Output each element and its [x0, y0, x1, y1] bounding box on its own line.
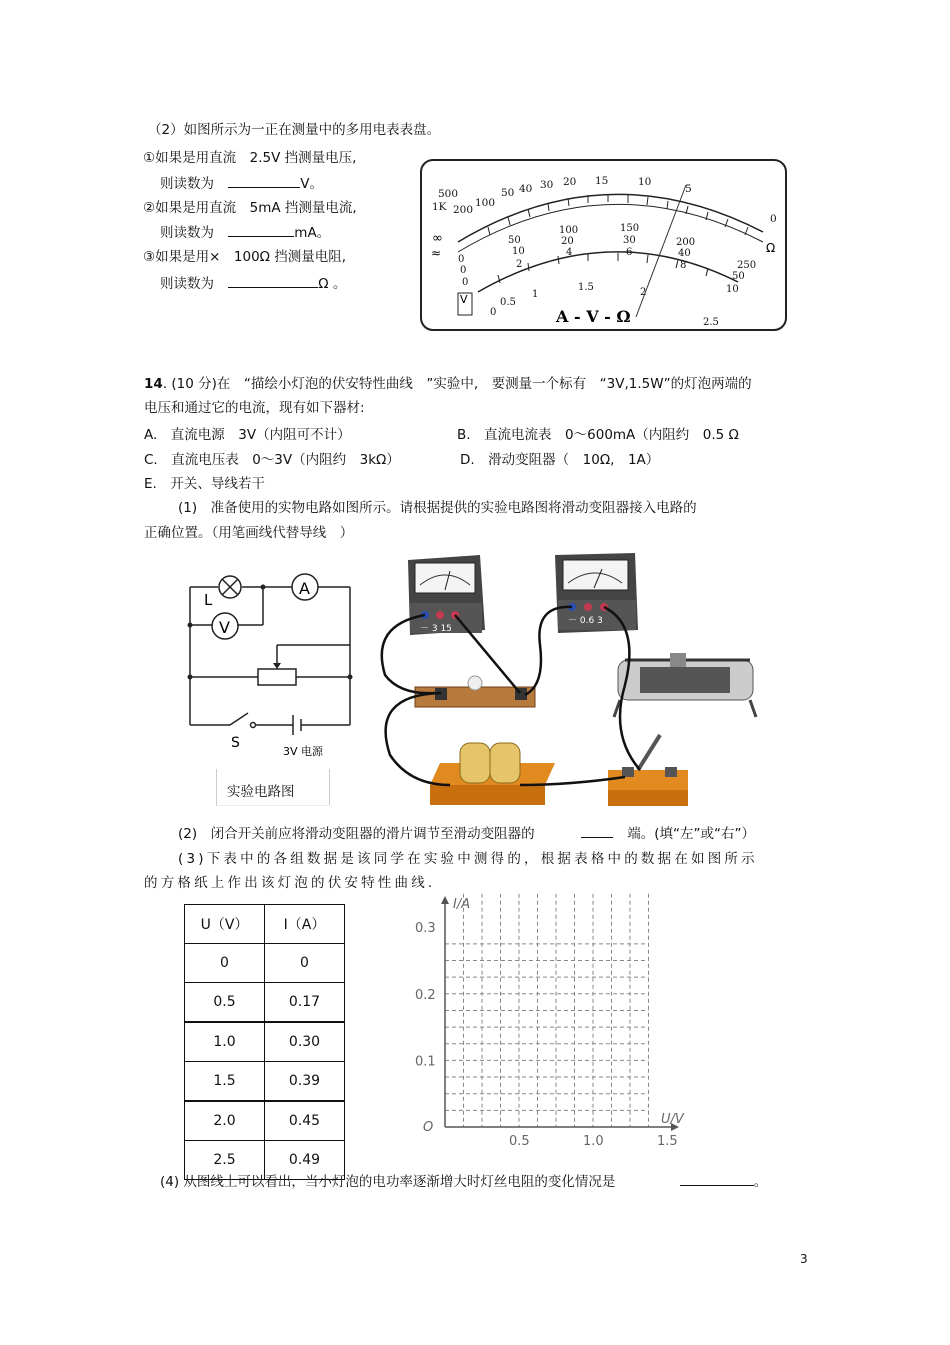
- x-tick-label: 1.5: [657, 1134, 678, 1149]
- ohm-label: 5: [685, 183, 692, 195]
- question-number: 14: [144, 376, 163, 392]
- table-cell: 0.17: [265, 983, 345, 1023]
- ohm-label: 500: [438, 188, 459, 200]
- battery-cell: [490, 743, 520, 783]
- switch-label: S: [231, 735, 240, 751]
- svg-text:0: 0: [460, 265, 467, 276]
- answer-blank-voltage[interactable]: [228, 173, 300, 188]
- svg-text:150: 150: [620, 223, 640, 234]
- q13-line3b: [160, 272, 346, 292]
- svg-text:2: 2: [516, 259, 523, 270]
- part2-text: (2) 闭合开关前应将滑动变阻器的滑片调节至滑动变阻器的: [178, 826, 535, 842]
- y-axis-label: I/A: [453, 897, 471, 912]
- multimeter-dial: [418, 157, 790, 333]
- q14-heading: [144, 372, 752, 392]
- ohm-label: 200: [453, 204, 474, 216]
- table-cell: 0: [185, 944, 265, 983]
- ohm-label: 40: [519, 183, 533, 195]
- q13-line2b: [160, 221, 330, 241]
- ohm-symbol: Ω: [766, 241, 776, 255]
- ohm-label: 30: [540, 179, 554, 191]
- rheostat-device: [614, 653, 756, 717]
- battery-cell: [460, 743, 490, 783]
- y-axis-arrow: [441, 896, 449, 904]
- svg-text:50: 50: [732, 271, 745, 282]
- ohm-label: 0: [770, 213, 777, 225]
- svg-text:0: 0: [458, 254, 465, 265]
- svg-text:8: 8: [680, 260, 687, 271]
- svg-text:20: 20: [561, 236, 574, 247]
- table-cell: 0.39: [265, 1062, 345, 1102]
- part3-text: (3)下表中的各组数据是该同学在实验中测得的，根据表格中的数据在如图所示: [178, 851, 758, 867]
- answer-prefix: 则读数为: [160, 276, 214, 292]
- svg-text:250: 250: [737, 260, 757, 271]
- x-axis-label: U/V: [661, 1112, 684, 1127]
- period: 。: [753, 1174, 768, 1190]
- ohm-label: 50: [501, 187, 515, 199]
- answer-blank-current[interactable]: [228, 222, 294, 237]
- ammeter-terminals: － 0.6 3: [568, 616, 603, 626]
- ohm-label: 1K: [432, 201, 447, 213]
- voltmeter-label: V: [219, 618, 230, 637]
- part1-text-line2: 正确位置。（用笔画线代替导线 ）: [144, 525, 354, 541]
- rheostat-symbol: [258, 669, 296, 685]
- option-b: B. 直流电流表 0～600mA（内阻约 0.5 Ω: [457, 427, 739, 443]
- unit-label: Ω 。: [318, 276, 347, 292]
- table-cell: 0.5: [185, 983, 265, 1023]
- lamp-bulb: [468, 676, 482, 690]
- q13-line1b: [160, 172, 323, 192]
- page-number: 3: [800, 1252, 808, 1266]
- table-cell: 2.5: [185, 1141, 265, 1180]
- switch-lever: [638, 735, 660, 770]
- answer-prefix: 则读数为: [160, 176, 214, 192]
- x-tick-label: 1.0: [583, 1134, 604, 1149]
- svg-text:10: 10: [512, 246, 525, 257]
- table-cell: 1.5: [185, 1062, 265, 1102]
- svg-text:0.5: 0.5: [500, 297, 516, 308]
- x-tick-label: 0.5: [509, 1134, 530, 1149]
- ohm-label: 100: [475, 197, 496, 209]
- unit-label: mA。: [294, 225, 331, 241]
- part2-hint: 端。(填“左”或“右”）: [627, 826, 755, 842]
- origin-label: O: [423, 1120, 434, 1135]
- y-tick-label: 0.2: [415, 987, 436, 1003]
- svg-text:40: 40: [678, 248, 691, 259]
- table-cell: 0.49: [265, 1141, 345, 1180]
- svg-text:10: 10: [726, 284, 739, 295]
- q14-heading-line2: 电压和通过它的电流，现有如下器材:: [144, 400, 365, 416]
- part4-line: [160, 1170, 767, 1190]
- table-cell: 0.45: [265, 1101, 345, 1141]
- infinity-symbol: ∞: [432, 231, 443, 246]
- brand-label: A - V - Ω: [556, 307, 631, 326]
- svg-text:6: 6: [626, 247, 633, 258]
- svg-text:30: 30: [623, 235, 636, 246]
- circuit-schematic: [180, 565, 370, 765]
- circuit-caption: 实验电路图: [227, 784, 295, 800]
- option-a: A. 直流电源 3V（内阻可不计）: [144, 427, 351, 443]
- source-label: 3V 电源: [283, 745, 324, 758]
- y-tick-label: 0.1: [415, 1054, 436, 1070]
- option-d: D. 滑动变阻器（ 10Ω, 1A）: [460, 452, 660, 468]
- table-cell: 1.0: [185, 1022, 265, 1062]
- table-header: I（A）: [265, 905, 345, 944]
- table-cell: 0.30: [265, 1022, 345, 1062]
- part3-text-line2: 的方格纸上作出该灯泡的伏安特性曲线.: [144, 875, 436, 891]
- q13-line2: ②如果是用直流 5mA 挡测量电流,: [143, 200, 357, 216]
- svg-text:1.5: 1.5: [578, 282, 594, 293]
- data-table: [184, 904, 345, 1180]
- table-header: U（V）: [185, 905, 265, 944]
- question-stem: . (10 分)在 “描绘小灯泡的伏安特性曲线 ”实验中, 要测量一个标有 “3V,1.5W”的灯泡两端的: [162, 376, 752, 392]
- part2-line: [178, 822, 755, 842]
- svg-text:2.5: 2.5: [703, 317, 719, 328]
- svg-text:200: 200: [676, 237, 696, 248]
- switch-contact: [251, 723, 256, 728]
- table-cell: 2.0: [185, 1101, 265, 1141]
- voltmeter-device: [408, 555, 485, 635]
- answer-blank-resistance[interactable]: [228, 273, 318, 288]
- ac-symbol: ≈: [431, 246, 442, 260]
- part1-text: (1) 准备使用的实物电路如图所示。请根据提供的实验电路图将滑动变阻器接入电路的: [178, 500, 697, 516]
- svg-text:0: 0: [462, 277, 469, 288]
- svg-text:50: 50: [508, 235, 521, 246]
- table-cell: 0: [265, 944, 345, 983]
- voltmeter-terminals: － 3 15: [420, 624, 452, 634]
- option-c: C. 直流电压表 0～3V（内阻约 3kΩ）: [144, 452, 400, 468]
- lamp-label: L: [204, 591, 213, 609]
- svg-text:4: 4: [566, 247, 573, 258]
- iv-graph-paper: [405, 892, 695, 1157]
- ohm-label: 15: [595, 175, 609, 187]
- answer-blank-resistance-trend[interactable]: [680, 1171, 754, 1186]
- ohm-label: 10: [638, 176, 652, 188]
- answer-prefix: 则读数为: [160, 225, 214, 241]
- part4-text: (4) 从图线上可以看出，当小灯泡的电功率逐渐增大时灯丝电阻的变化情况是: [160, 1174, 616, 1190]
- svg-text:1: 1: [532, 289, 539, 300]
- svg-text:100: 100: [559, 225, 579, 236]
- ammeter-label: A: [299, 579, 310, 598]
- ohm-label: 20: [563, 176, 577, 188]
- q13-line3: ③如果是用× 100Ω 挡测量电阻,: [143, 249, 347, 265]
- unit-label: V。: [300, 176, 324, 192]
- apparatus-illustration: [370, 545, 770, 815]
- ammeter-device: [555, 553, 638, 633]
- svg-text:2: 2: [640, 287, 647, 298]
- svg-text:0: 0: [490, 307, 497, 318]
- q13-intro: （2）如图所示为一正在测量中的多用电表表盘。: [148, 122, 441, 138]
- v-symbol: V: [460, 293, 468, 306]
- y-tick-label: 0.3: [415, 921, 436, 937]
- option-e: E. 开关、导线若干: [144, 476, 265, 492]
- answer-blank-slider-end[interactable]: [581, 823, 613, 838]
- q13-line1: ①如果是用直流 2.5V 挡测量电压,: [143, 150, 357, 166]
